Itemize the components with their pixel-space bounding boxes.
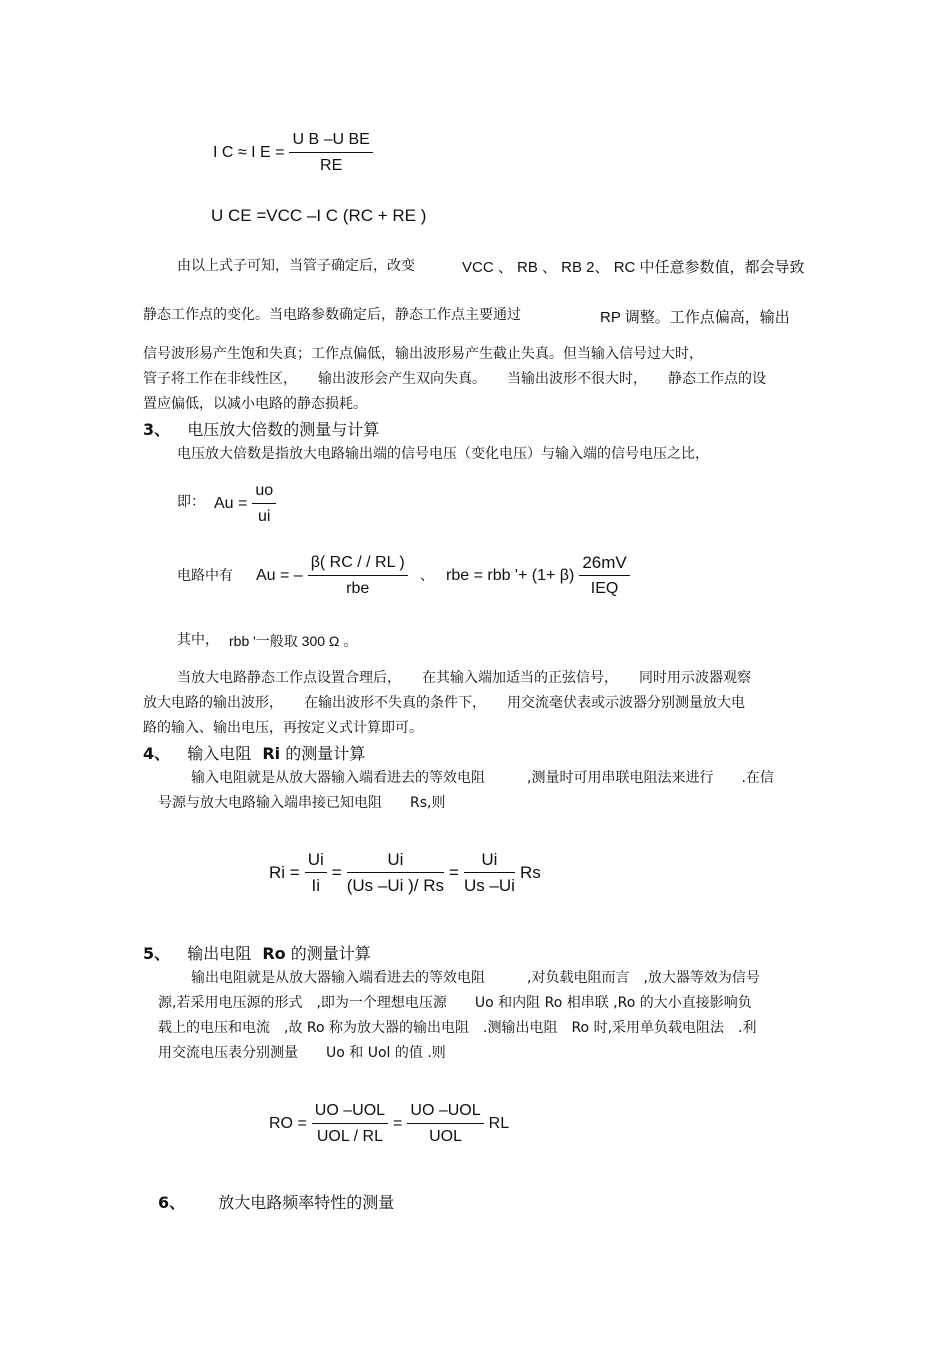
para5-line2: 源,若采用电压源的形式 ,即为一个理想电压源 Uo 和内阻 Ro 相串联 ,Ro 的大小直接影响负 [158,995,752,1011]
equation-ri-equals-a: = [331,863,342,882]
para5-line3: 载上的电压和电流 ,故 Ro 称为放大器的输出电阻 .测输出电阻 Ro 时,采用单负载电阻法 .利 [158,1020,757,1036]
heading-5-title-c: 的测量计算 [290,944,371,963]
equation-ro-fraction-1 [312,1101,388,1147]
equation-rbe-fraction [579,553,629,599]
heading-5 [143,943,371,965]
para4-line1: 输入电阻就是从放大器输入端看进去的等效电阻 ,测量时可用串联电阻法来进行 .在信 [191,770,774,786]
equation-ro [269,1101,509,1147]
equation-uce: U CE =VCC –I C (RC + RE ) [211,206,427,225]
para5-line1: 输出电阻就是从放大器输入端看进去的等效电阻 ,对负载电阻而言 ,放大器等效为信号 [191,970,760,986]
equation-au-circuit-denominator: rbe [346,580,370,597]
equation-ro-fraction-2-denominator: UOL [429,1128,462,1145]
equation-ro-fraction-2 [407,1101,483,1147]
qi-label: 其中， [177,632,219,648]
equation-au-numerator: uo [252,481,276,504]
para1-line4: 管子将工作在非线性区， 输出波形会产生双向失真。 当输出波形不很大时， 静态工作点的设 [143,371,766,387]
equation-au-lhs: Au = [214,495,248,512]
para1-line1a: 由以上式子可知，当管子确定后，改变 [177,258,415,274]
equation-ro-equals-a: = [393,1115,403,1132]
equation-au-circuit [256,553,408,599]
equation-au-denominator: ui [258,508,271,525]
equation-ri-fraction-1-numerator: Ui [305,850,327,873]
para3-line-a: 当放大电路静态工作点设置合理后， 在其输入端加适当的正弦信号， 同时用示波器观察 [177,670,751,686]
para3-line-b: 放大电路的输出波形， 在输出波形不失真的条件下， 用交流毫伏表或示波器分别测量放大电 [143,695,745,711]
para4-line2: 号源与放大电路输入端串接已知电阻 Rs,则 [158,795,446,811]
heading-5-title-a: 输出电阻 [187,944,252,963]
equation-ri-fraction-2 [347,850,444,896]
para3-line-c: 路的输入、输出电压，再按定义式计算即可。 [143,720,423,736]
equation-rbe-numerator: 26mV [579,553,629,576]
equation-ic-fraction [289,130,372,176]
para1-line1b: VCC 、 RB 、 RB 2、 RC 中任意参数值，都会导致 [462,259,805,276]
heading-4-title-b: Ri [262,744,281,763]
heading-4 [143,743,365,765]
para1-line5: 置应偏低，以减小电路的静态损耗。 [143,396,367,412]
heading-4-title-a: 输入电阻 [187,744,252,763]
para3-line1: 电压放大倍数是指放大电路输出端的信号电压（变化电压）与输入端的信号电压之比， [177,446,709,462]
heading-5-number: 5、 [143,944,171,963]
heading-4-title-c: 的测量计算 [285,744,366,763]
equation-au-fraction [252,481,276,527]
equation-ri-fraction-3 [464,850,515,896]
equation-ri-fraction-3-denominator: Us –Ui [463,876,515,895]
equation-ri-fraction-2-numerator: Ui [347,850,444,873]
para5-line4: 用交流电压表分别测量 Uo 和 Uol 的值 .则 [158,1045,446,1061]
heading-6-number: 6、 [158,1193,186,1212]
equation-ro-lhs: RO = [269,1115,307,1132]
equation-ri-fraction-1-denominator: Ii [311,876,320,895]
equation-ic-lhs: I C ≈ I E = [213,144,285,161]
equation-ro-tail: RL [488,1115,510,1132]
circuit-label: 电路中有 [177,568,233,584]
equation-ic-numerator: U B –U BE [289,130,372,153]
rbb-note: rbb '一般取 300 Ω 。 [229,633,358,649]
para1-line2b: RP 调整。工作点偏高，输出 [600,309,790,326]
equation-rbe [446,553,630,599]
equation-ri-lhs: Ri = [269,863,300,882]
equation-ri-tail: Rs [519,863,541,882]
heading-3-title: 电压放大倍数的测量与计算 [187,420,380,439]
equation-ic-denominator: RE [320,157,343,174]
heading-5-title-b: Ro [262,944,286,963]
para1-line2a: 静态工作点的变化。当电路参数确定后，静态工作点主要通过 [143,307,521,323]
para1-line3: 信号波形易产生饱和失真；工作点偏低，输出波形易产生截止失真。但当输入信号过大时， [143,346,703,362]
heading-3 [143,419,379,441]
heading-4-number: 4、 [143,744,171,763]
equation-ri-fraction-1 [305,850,327,896]
equation-au-circuit-fraction [308,553,408,599]
equation-separator: 、 [420,568,434,584]
equation-ic [213,130,373,176]
equation-ri-fraction-2-denominator: (Us –Ui )/ Rs [346,876,444,895]
heading-6 [158,1192,394,1214]
equation-rbe-lhs: rbe = rbb '+ (1+ β) [446,567,575,584]
equation-ri-equals-b: = [449,863,459,882]
equation-ro-fraction-2-numerator: UO –UOL [407,1101,483,1124]
ji-label: 即： [177,494,205,510]
heading-3-number: 3、 [143,420,171,439]
heading-6-title: 放大电路频率特性的测量 [218,1193,395,1212]
equation-au [214,481,276,527]
equation-ro-fraction-1-numerator: UO –UOL [312,1101,388,1124]
equation-ri-fraction-3-numerator: Ui [464,850,515,873]
equation-au-circuit-numerator: β( RC / / RL ) [308,553,408,576]
equation-ri [269,850,541,896]
equation-au-circuit-lhs: Au = – [256,567,303,584]
equation-rbe-denominator: IEQ [590,580,619,597]
equation-ro-fraction-1-denominator: UOL / RL [316,1128,383,1145]
